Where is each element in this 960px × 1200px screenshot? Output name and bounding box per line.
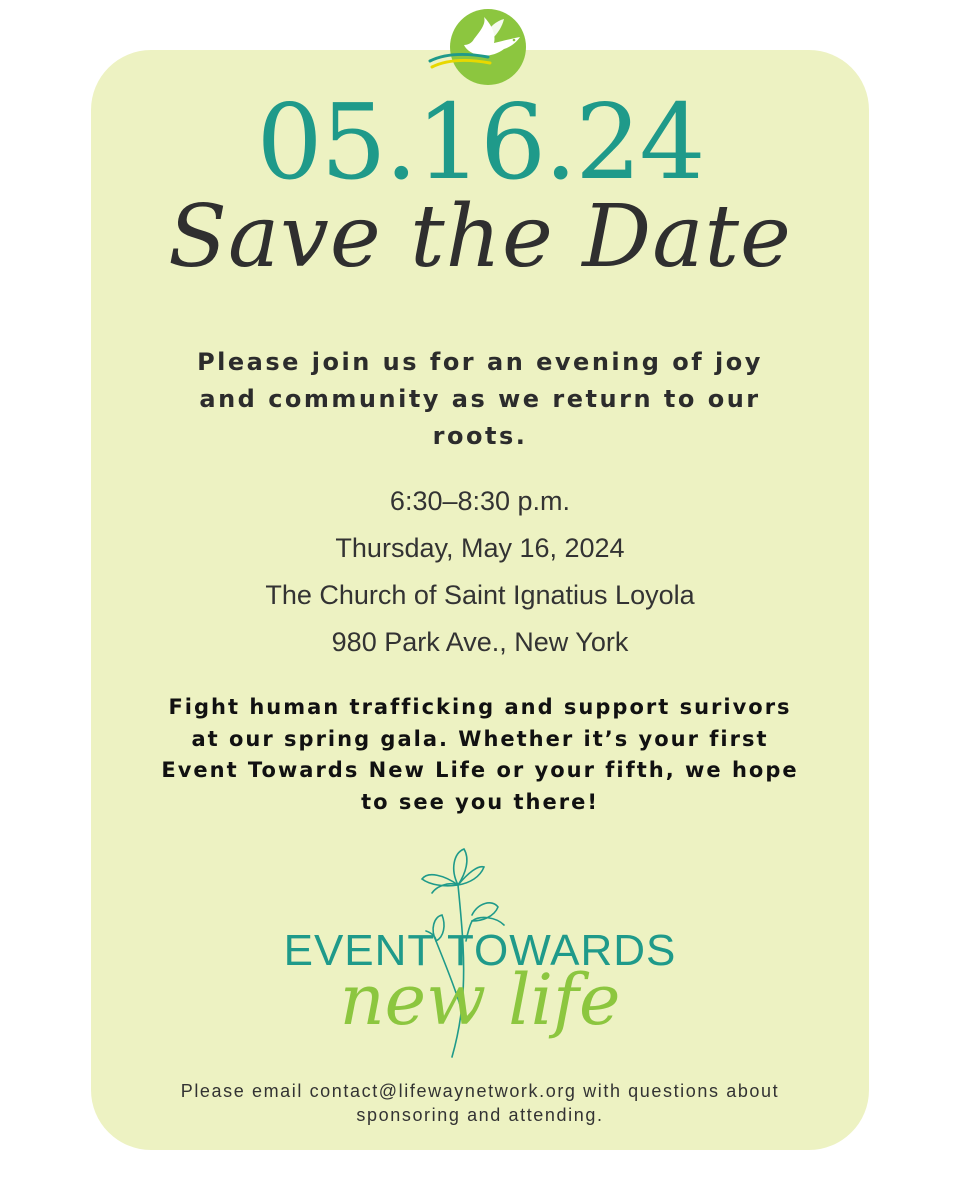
event-name-line1: EVENT TOWARDS (283, 926, 677, 975)
event-name-line2: new life (339, 959, 621, 1041)
event-date-heading: 05.16.24 (256, 81, 704, 203)
contact-footer-text: Please email contact@lifewaynetwork.org with questions about sponsoring and attending. (180, 1081, 780, 1125)
dove-logo-icon (426, 9, 536, 85)
event-time: 6:30–8:30 p.m. (389, 486, 571, 516)
event-venue: The Church of Saint Ignatius Loyola (265, 580, 695, 610)
intro-text: Please join us for an evening of joy and community as we return to our roots. (197, 348, 763, 450)
gala-pitch-text: Fight human trafficking and support surivors at our spring gala. Whether it’s your first Event Towards New Life or your fifth, we hope to see you there! (161, 695, 799, 814)
event-full-date: Thursday, May 16, 2024 (335, 533, 625, 563)
event-address: 980 Park Ave., New York (331, 627, 629, 657)
save-the-date-title: Save the Date (168, 187, 792, 287)
